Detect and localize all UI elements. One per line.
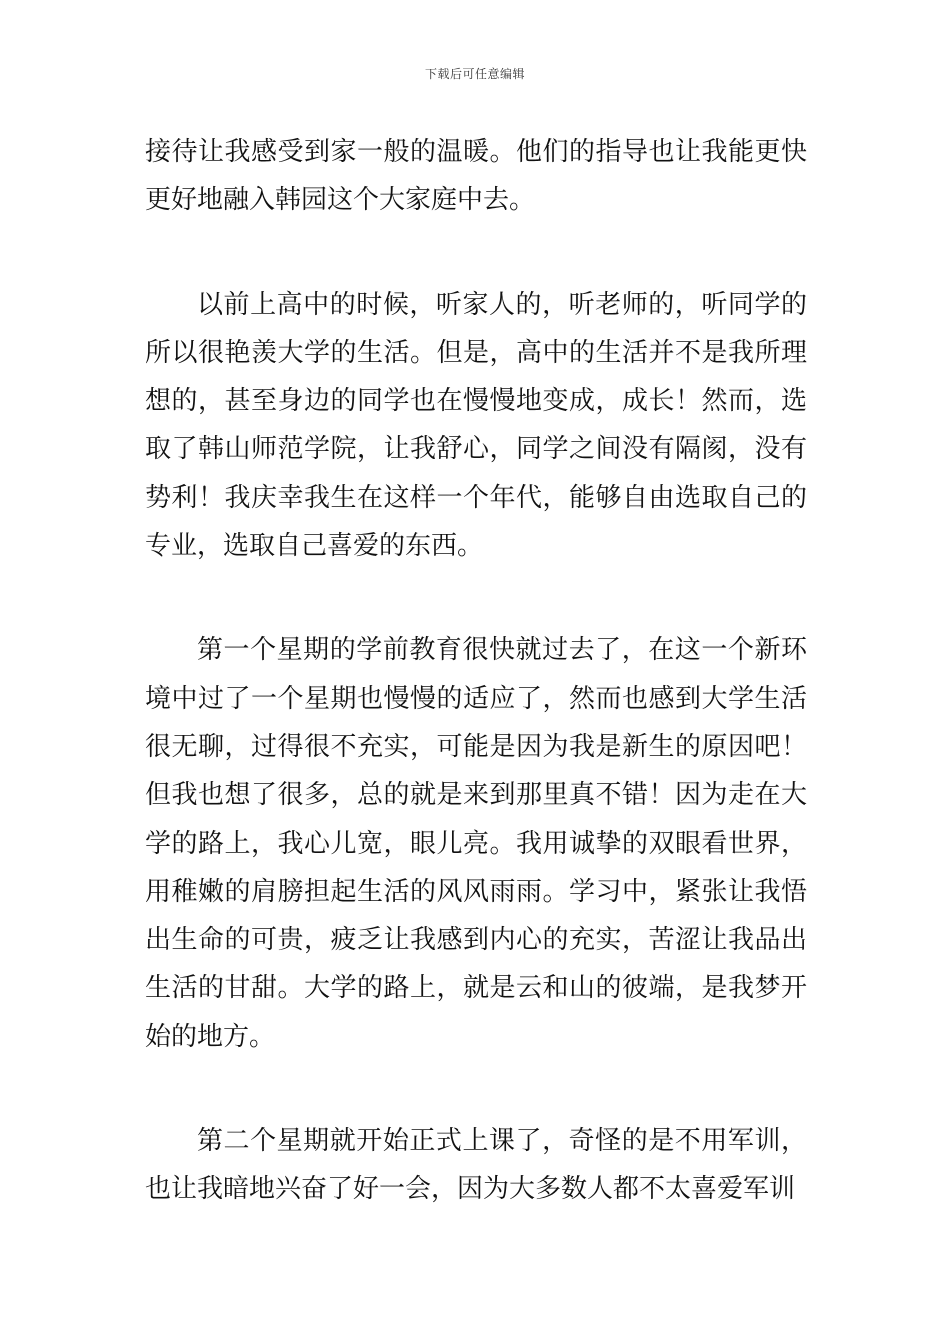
paragraph-spacer (145, 570, 807, 626)
paragraph-4: 第二个星期就开始正式上课了，奇怪的是不用军训，也让我暗地兴奋了好一会，因为大多数人都不太喜爱军训 (145, 1126, 807, 1205)
paragraph-spacer (145, 1061, 807, 1117)
paragraph-3: 第一个星期的学前教育很快就过去了，在这一个新环境中过了一个星期也慢慢的适应了，然而也感到大学生活很无聊，过得很不充实，可能是因为我是新生的原因吧！但我也想了很多，总的就是来到那里真不错！因为走在大学的路上，我心儿宽，眼儿亮。我用诚挚的双眼看世界，用稚嫩的肩膀担起生活的风风雨雨。学习中，紧张让我悟出生命的可贵，疲乏让我感到内心的充实，苦涩让我品出生活的甘甜。大学的路上，就是云和山的彼端，是我梦开始的地方。 (145, 635, 807, 1052)
page-header: 下载后可任意编辑 (424, 67, 525, 81)
document-body (145, 128, 807, 1214)
paragraph-spacer (145, 225, 807, 281)
paragraph-2: 以前上高中的时候，听家人的，听老师的，听同学的所以很艳羡大学的生活。但是，高中的生活并不是我所理想的，甚至身边的同学也在慢慢地变成，成长！然而，选取了韩山师范学院，让我舒心，同学之间没有隔阂，没有势利！我庆幸我生在这样一个年代，能够自由选取自己的专业，选取自己喜爱的东西。 (145, 289, 807, 562)
paragraph-1: 接待让我感受到家一般的温暖。他们的指导也让我能更快更好地融入韩园这个大家庭中去。 (145, 137, 807, 216)
